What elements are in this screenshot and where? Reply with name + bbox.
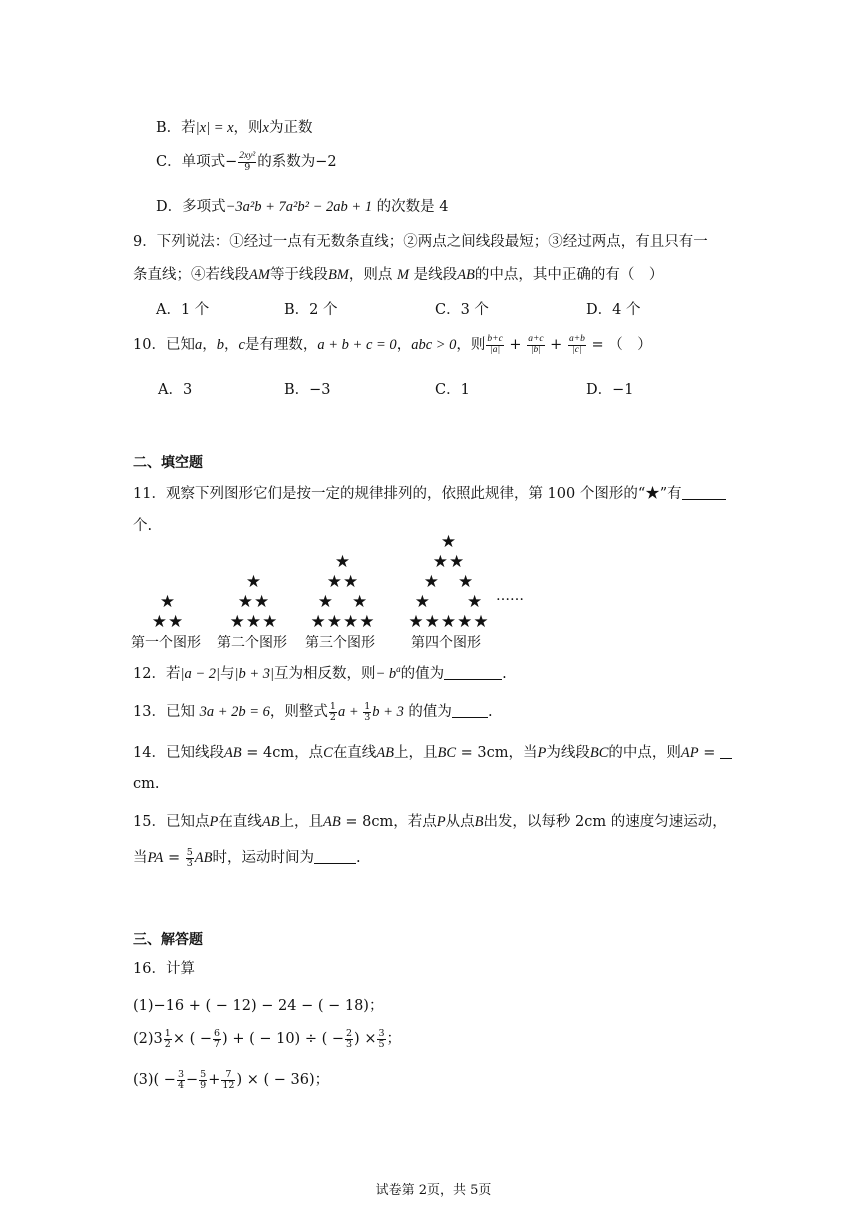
q14-line1: 14．已知线段AB = 4cm，点C在直线AB上，且BC = 3cm，当P为线段BC的中点，则AP = (133, 741, 732, 762)
q13-stem: 13．已知 3a + 2b = 6，则整式 $\frac{1}{2}$ a + $\frac{1}{3}$ b + 3 的值为 . (133, 700, 493, 723)
q16-part3: (3)( − $\frac{3}{4}$ − $\frac{5}{9}$ + $\frac{7}{12}$ ) × ( − 36)； (133, 1068, 330, 1091)
answer-blank[interactable] (444, 667, 502, 680)
q16-part2: (2)3 $\frac{1}{2}$ × ( − $\frac{6}{7}$ ) + ( − 10) ÷ ( − $\frac{2}{3}$ ) × $\frac{3}{5}$ ； (133, 1027, 402, 1050)
section-heading-solve: 三、解答题 (133, 932, 203, 948)
q10-option-a: A．3 (158, 382, 193, 398)
q9-line1: 9．下列说法：①经过一点有无数条直线；②两点之间线段最短；③经过两点，有且只有一 (133, 234, 708, 250)
star-figure-2: ★ ★★ ★★★ (229, 572, 279, 632)
q11-line1: 11．观察下列图形它们是按一定的规律排列的，依照此规律，第 100 个图形的“★”有 (133, 482, 726, 503)
q9-line2: 条直线；④若线段AM等于线段BM，则点 M 是线段AB的中点，其中正确的有（ ） (133, 267, 664, 283)
answer-blank[interactable] (720, 746, 732, 759)
q16-title: 16．计算 (133, 961, 195, 977)
figure-caption-2: 第二个图形 (217, 635, 287, 651)
section-heading-fill-in: 二、填空题 (133, 455, 203, 471)
q15-line1: 15．已知点P在直线AB上，且AB = 8cm，若点P从点B出发，以每秒 2cm 的速度匀速运动， (133, 814, 727, 830)
q10-option-c: C．1 (435, 382, 470, 398)
star-figure-3: ★ ★★ ★ ★ ★★★★ (310, 552, 376, 632)
q10-stem: 10．已知a，b，c是有理数，a + b + c = 0，abc > 0，则 $\frac{b+c}{|a|}$ + $\frac{a+c}{|b|}$ + $\frac{a+b}{|c|}$ = （ ） (133, 333, 652, 355)
figure-caption-3: 第三个图形 (305, 635, 375, 651)
q9-option-b: B．2 个 (284, 302, 338, 318)
q16-part1: (1)−16 + ( − 12) − 24 − ( − 18)； (133, 998, 384, 1014)
q8-option-c: C．单项式− $\frac{\text{2xy²}}{9}$ 的系数为−2 (156, 150, 337, 173)
q9-option-d: D．4 个 (586, 302, 641, 318)
answer-blank[interactable] (314, 851, 356, 864)
figure-caption-1: 第一个图形 (131, 635, 201, 651)
page-footer: 试卷第 2页，共 5页 (375, 1183, 492, 1198)
q10-option-d: D．−1 (586, 382, 634, 398)
figure-ellipsis: …… (496, 588, 524, 604)
q15-line2: 当PA = $\frac{5}{3}$ AB时，运动时间为 . (133, 846, 361, 869)
q9-option-a: A．1 个 (156, 302, 210, 318)
answer-blank[interactable] (682, 487, 726, 500)
q9-option-c: C．3 个 (435, 302, 489, 318)
q8-option-d: D．多项式−3a²b + 7a²b² − 2ab + 1 的次数是 4 (156, 199, 449, 215)
figure-caption-4: 第四个图形 (411, 635, 481, 651)
q10-option-b: B．−3 (284, 382, 331, 398)
star-figure-4: ★ ★★ ★ ★ ★ ★ ★★★★★ (408, 532, 490, 632)
q8-option-b: B．若|x| = x，则x为正数 (156, 120, 313, 136)
q14-line2: cm. (133, 776, 160, 792)
star-figure-1: ★ ★★ (151, 592, 185, 632)
q11-line2: 个. (133, 518, 153, 534)
q12-stem: 12．若|a − 2|与|b + 3|互为相反数，则− $b^a$的值为 . (133, 664, 507, 682)
answer-blank[interactable] (452, 705, 488, 718)
